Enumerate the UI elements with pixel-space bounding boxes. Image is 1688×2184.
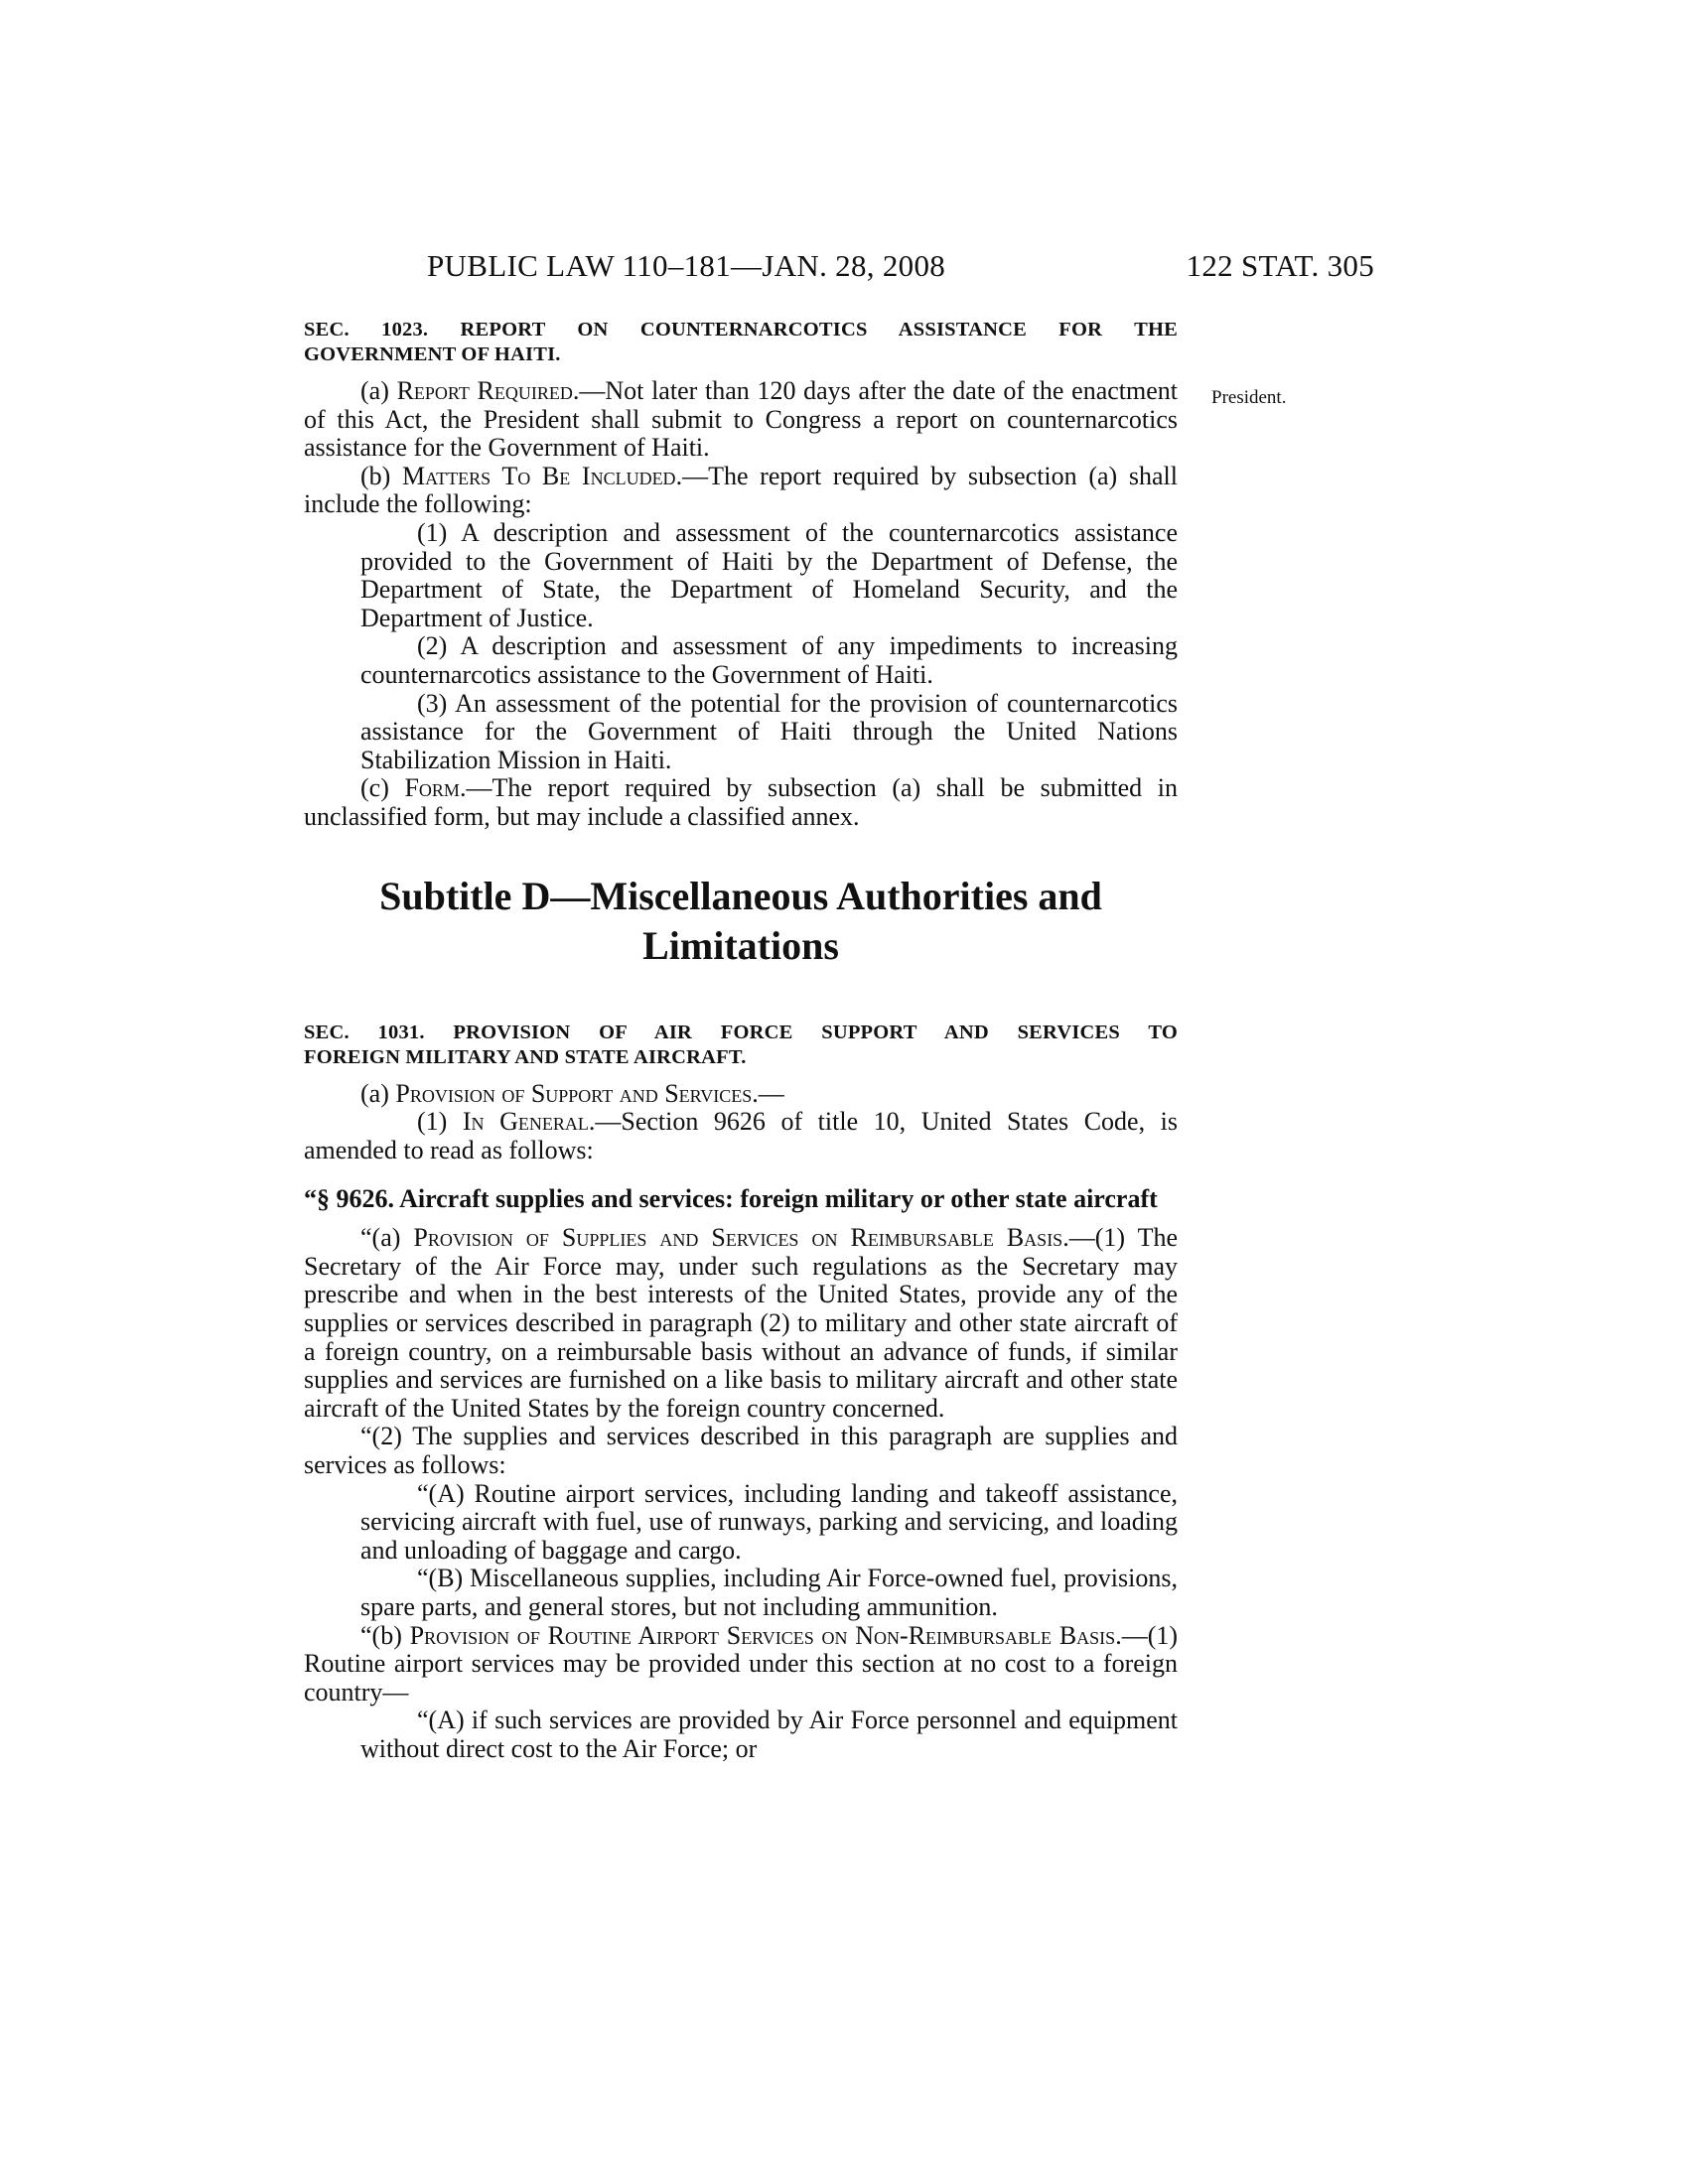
subsection-c: (c) Form.—The report required by subsection (a) shall be submitted in unclassified form, but may include a classified annex. [304, 773, 1179, 831]
paragraph-1: (1) A description and assessment of the counternarcotics assistance provided to the Government of Haiti by the Department of Defense, the Department of State, the Department of Homeland Security, and the Department of Justice. [360, 517, 1178, 632]
section-9626-title: “§ 9626. Aircraft supplies and services: foreign military or other state aircraft [304, 1184, 1158, 1214]
subsection-caption: Provision of Supplies and Services on Reimbursable Basis [413, 1223, 1063, 1253]
section-heading-line: FOREIGN MILITARY AND STATE AIRCRAFT. [304, 1045, 747, 1068]
subparagraph-a: “(A) Routine airport services, including landing and takeoff assistance, servicing aircraft with fuel, use of runways, parking and servicing, and loading and unloading of baggage and cargo. [360, 1478, 1178, 1565]
subsection-a: (a) Provision of Support and Services.— [360, 1078, 784, 1108]
subparagraph-a: “(A) if such services are provided by Air Force personnel and equipment without direct cost to the Air Force; or [360, 1706, 1178, 1763]
subtitle-heading: Subtitle D—Miscellaneous Authorities and Limitations [379, 873, 1102, 968]
paragraph-2: “(2) The supplies and services described in this paragraph are supplies and services as follows: [304, 1422, 1178, 1480]
subsection-a: (a) Report Required.—Not later than 120 days after the date of the enactment of this Act, the President shall submit to Congress a report on counternarcotics assistance for the Government of Haiti. [304, 376, 1178, 463]
subsection-caption: Matters To Be Included [402, 461, 676, 490]
subsection-b: “(b) Provision of Routine Airport Services on Non-Reimbursable Basis.—(1) Routine airport services may be provided under this section at no cost to a foreign country— [304, 1620, 1179, 1706]
margin-note: President. [1211, 387, 1287, 408]
subsection-b: (b) Matters To Be Included.—The report required by subsection (a) shall include the following: [304, 461, 1178, 519]
running-head: PUBLIC LAW 110–181—JAN. 28, 2008 [427, 248, 946, 283]
subsection-caption: Provision of Routine Airport Services on Non-Reimbursable Basis [409, 1620, 1116, 1650]
paragraph-3: (3) An assessment of the potential for the provision of counternarcotics assistance for the Government of Haiti through the United Nations Stabilization Mission in Haiti. [360, 688, 1178, 774]
section-heading-1031 [304, 1021, 1178, 1070]
section-heading-line: SEC. 1031. PROVISION OF AIR FORCE SUPPORT AND SERVICES TO [304, 1021, 1178, 1043]
subsection-a: “(a) Provision of Supplies and Services on Reimbursable Basis.—(1) The Secretary of the Air Force may, under such regulations as the Secretary may prescribe and when in the best interests of the United States, provide any of the supplies or services described in paragraph (2) to military and other state aircraft of a foreign country, on a reimbursable basis without an advance of funds, if similar supplies and services are furnished on a like basis to military aircraft and other state aircraft of the United States by the foreign country concerned. [304, 1223, 1178, 1423]
section-heading-line: GOVERNMENT OF HAITI. [304, 343, 561, 365]
subsection-caption: Form [404, 773, 460, 803]
subsection-caption: Report Required [396, 376, 573, 405]
stat-page-number: 122 STAT. 305 [1186, 248, 1374, 283]
paragraph-2: (2) A description and assessment of any impediments to increasing counternarcotics assistance to the Government of Haiti. [360, 631, 1178, 689]
section-heading-1023 [304, 318, 1178, 367]
document-body [304, 318, 1178, 1764]
paragraph-1: (1) In General.—Section 9626 of title 10, United States Code, is amended to read as follows: [304, 1107, 1178, 1164]
paragraph-caption: In General [462, 1107, 589, 1137]
subparagraph-b: “(B) Miscellaneous supplies, including Air Force-owned fuel, provisions, spare parts, and general stores, but not including ammunition. [360, 1564, 1178, 1621]
subsection-caption: Provision of Support and Services [395, 1078, 753, 1108]
page-header [298, 248, 1374, 288]
section-heading-line: SEC. 1023. REPORT ON COUNTERNARCOTICS ASSISTANCE FOR THE [304, 319, 1178, 341]
